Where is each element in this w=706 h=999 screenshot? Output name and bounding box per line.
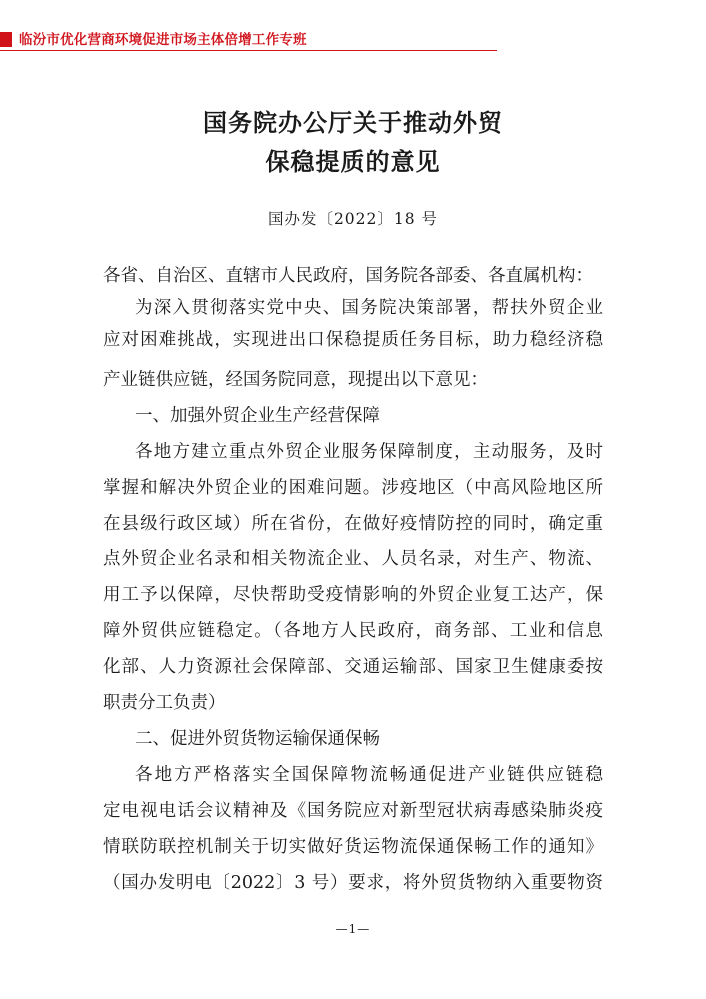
section-1-line: 用工予以保障，尽快帮助受疫情影响的外贸企业复工达产，保: [103, 585, 603, 605]
intro-line: 产业链供应链，经国务院同意，现提出以下意见：: [103, 370, 488, 390]
document-number: 国办发〔2022〕18 号: [267, 210, 439, 228]
document-title-line-1: 国务院办公厅关于推动外贸: [203, 108, 503, 137]
section-1-heading: 一、加强外贸企业生产经营保障: [135, 406, 380, 426]
section-1-line: 各地方建立重点外贸企业服务保障制度，主动服务，及时: [135, 442, 603, 462]
section-1-line: 掌握和解决外贸企业的困难问题。涉疫地区（中高风险地区所: [103, 478, 603, 498]
section-1-line: 化部、人力资源社会保障部、交通运输部、国家卫生健康委按: [103, 657, 603, 677]
page-header: [0, 30, 497, 50]
intro-line: 为深入贯彻落实党中央、国务院决策部署，帮扶外贸企业: [135, 298, 603, 318]
section-2-line: 定电视电话会议精神及《国务院应对新型冠状病毒感染肺炎疫: [103, 801, 603, 821]
section-1-line: 职责分工负责）: [103, 693, 226, 713]
section-2-line: （国办发明电〔2022〕3 号）要求，将外贸货物纳入重要物资: [103, 873, 603, 893]
header-red-mark: [0, 32, 12, 47]
header-title: 临汾市优化营商环境促进市场主体倍增工作专班: [19, 32, 307, 48]
section-1-line: 点外贸企业名录和相关物流企业、人员名录，对生产、物流、: [103, 549, 603, 569]
section-1-line: 在县级行政区域）所在省份，在做好疫情防控的同时，确定重: [103, 514, 603, 534]
document-title-line-2: 保稳提质的意见: [265, 147, 441, 176]
section-2-line: 情联防联控机制关于切实做好货运物流保通保畅工作的通知》: [103, 837, 603, 857]
section-2-heading: 二、促进外贸货物运输保通保畅: [135, 729, 380, 749]
page-number: —1—: [335, 922, 371, 936]
intro-line: 应对困难挑战，实现进出口保稳提质任务目标，助力稳经济稳: [103, 330, 603, 350]
salutation: 各省、自治区、直辖市人民政府，国务院各部委、各直属机构：: [103, 266, 593, 286]
header-rule: [0, 50, 497, 51]
section-1-line: 障外贸供应链稳定。（各地方人民政府，商务部、工业和信息: [103, 621, 603, 641]
section-2-line: 各地方严格落实全国保障物流畅通促进产业链供应链稳: [135, 765, 603, 785]
